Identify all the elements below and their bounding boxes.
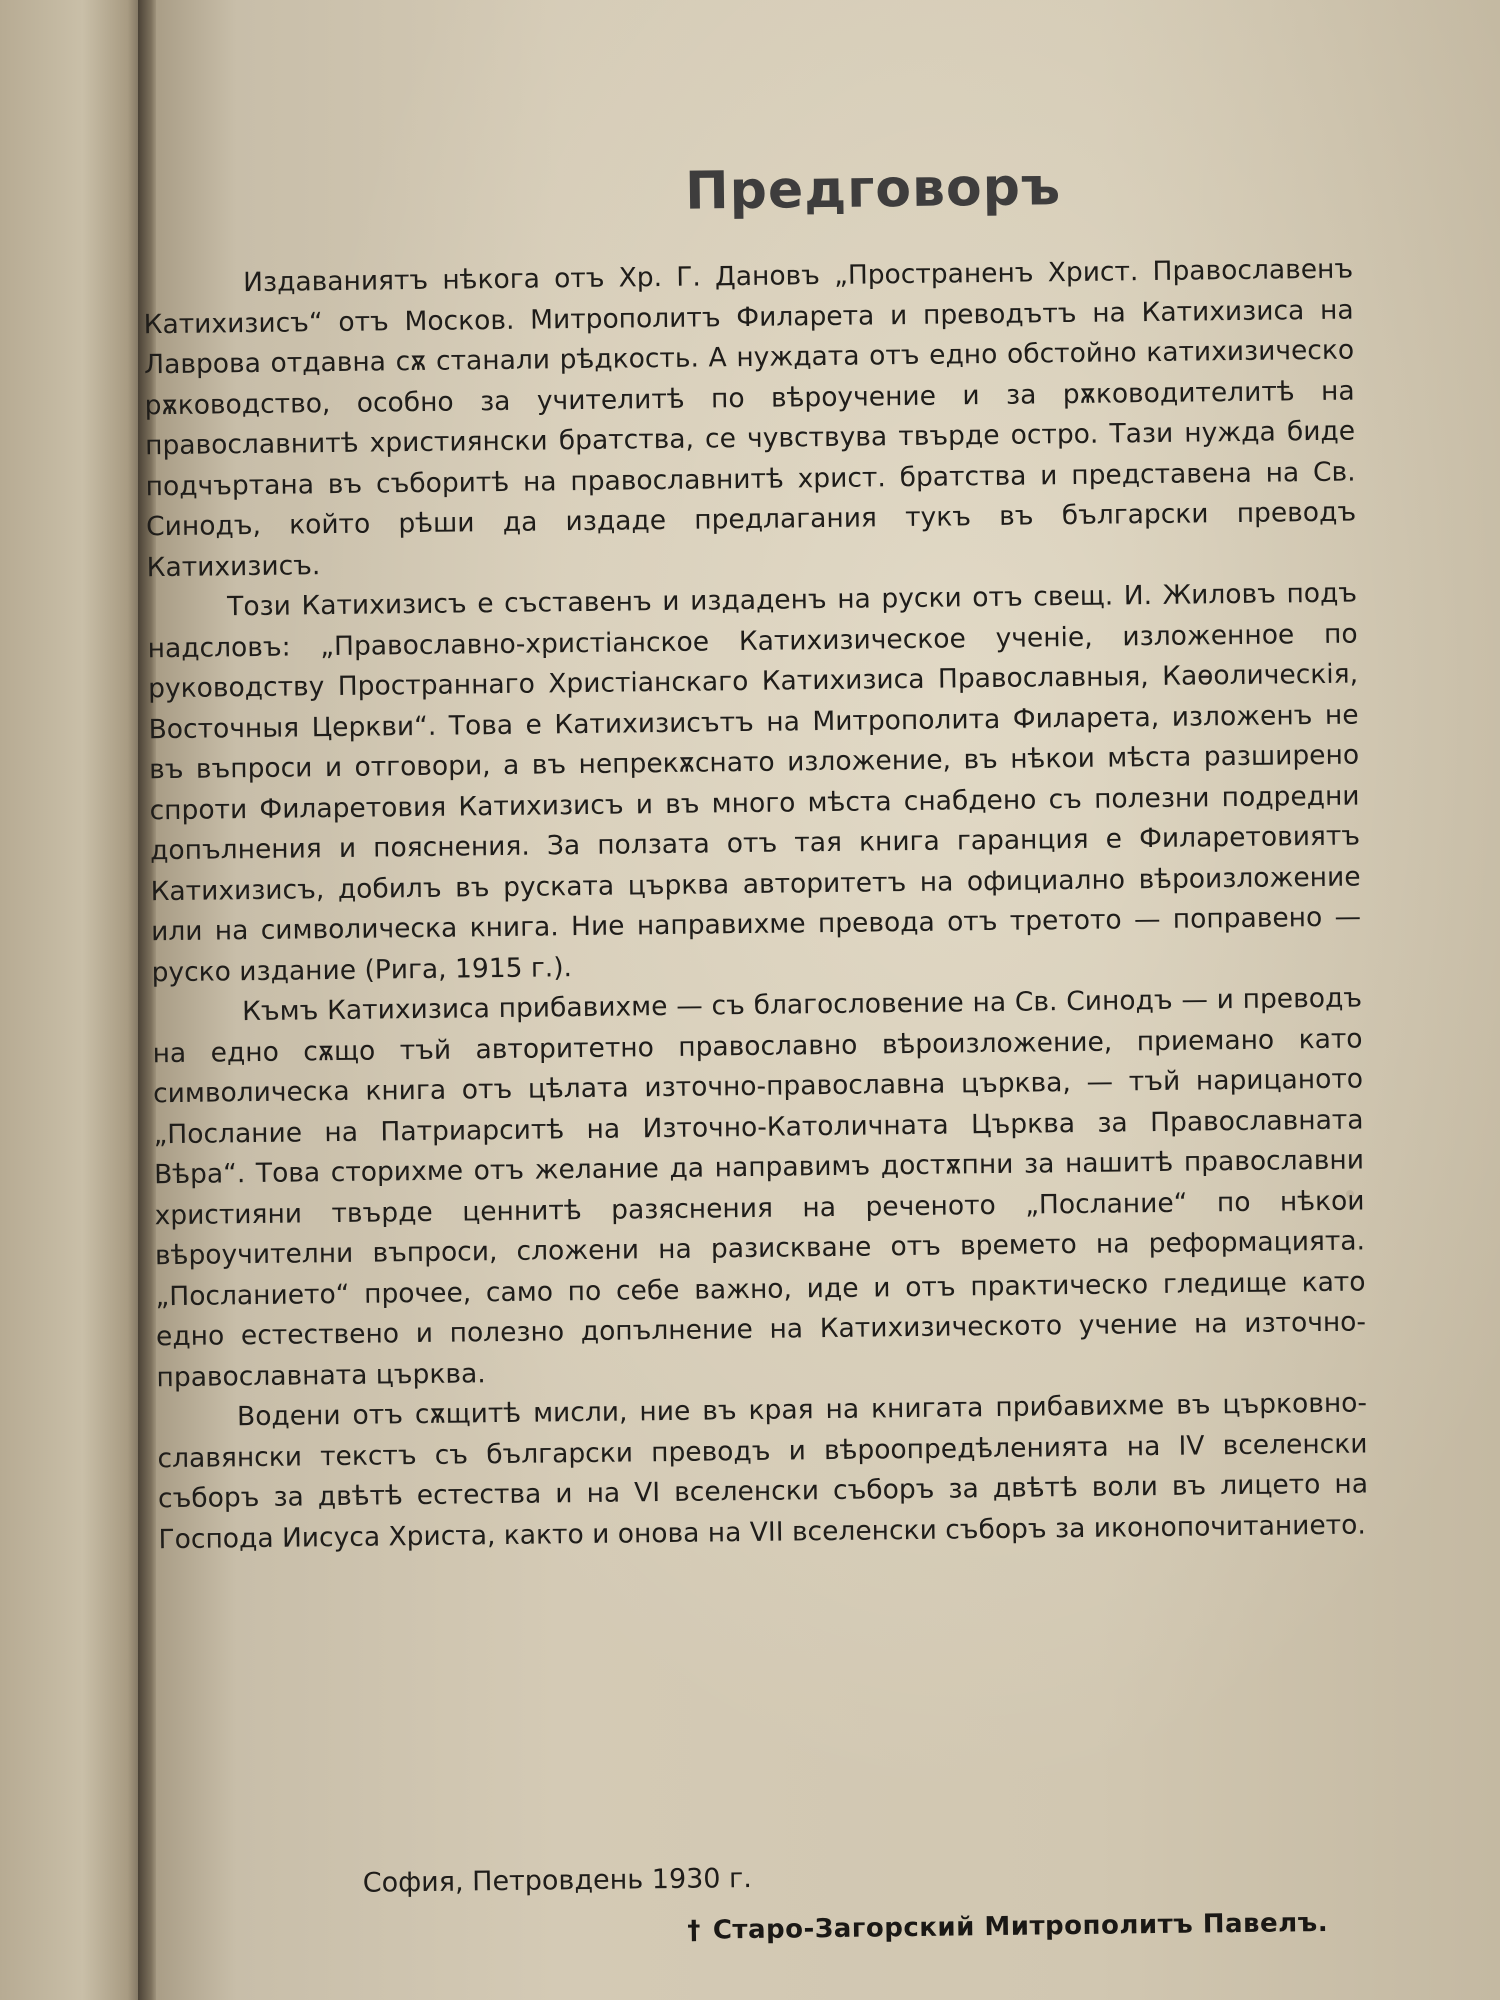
paragraph-3: Къмъ Катихизиса прибавихме — съ благословение на Св. Синодъ — и преводъ на едно сѫщо тъй авторитетно православно вѣроизложение, приемано като символическа книга отъ цѣлата източно-православна църква, — тъй нарицаното „Послание на Патриарситѣ на Източно-Католичната Църква за Православната Вѣра“. Това сторихме отъ желание да направимъ достѫпни за нашитѣ православни християни твърде ценнитѣ разяснения на реченото „Послание“ по нѣкои вѣроучителни въпроси, сложени на разискване отъ времето на реформацията. „Посланието“ прочее, само по себе важно, иде и отъ практическо гледище като едно естествено и полезно допълнение на Катихизическото учение на източно-православната църква. — [152, 982, 1367, 1393]
paragraph-1: Издаваниятъ нѣкога отъ Хр. Г. Дановъ „Пространенъ Христ. Православенъ Катихизисъ“ отъ Москов. Митрополитъ Филарета и преводътъ на Катихизиса на Лаврова отдавна сѫ станали рѣдкость. А нуждата отъ едно обстойно катихизическо рѫководство, особно за учителитѣ по вѣроучение и за рѫководителитѣ на православнитѣ християнски братства, се чувствува твърде остро. Тази нужда биде подчъртана въ съборитѣ на православнитѣ христ. братства и представена на Св. Синодъ, който рѣши да издаде предлагания тукъ въ български преводъ Катихизисъ. — [143, 253, 1357, 583]
book-page — [143, 0, 1500, 2000]
signature-text: Старо-Загорский Митрополитъ Павелъ. — [712, 1907, 1329, 1946]
date-place-line: София, Петровдень 1930 г. — [362, 1862, 753, 1899]
signature-line — [687, 1908, 1328, 1946]
left-page-edge — [0, 0, 150, 2000]
paragraph-2: Този Катихизисъ е съставенъ и издаденъ на руски отъ свещ. И. Жиловъ подъ надсловъ: „Православно-христіанское Катихизическое ученіе, изложенное по руководству Пространнаго Христіанскаго Катихизиса Православныя, Каѳолическія, Восточныя Церкви“. Това е Катихизисътъ на Митрополита Филарета, изложенъ не въ въпроси и отговори, а въ непрекѫснато изложение, въ нѣкои мѣста разширено спроти Филаретовия Катихизисъ и въ много мѣста снабдено съ полезни подредни допълнения и пояснения. За ползата отъ тая книга гаранция е Филаретовиятъ Катихизисъ, добилъ въ руската църква авторитетъ на официално вѣроизложение или на символическа книга. Ние направихме превода отъ третото — поправено — руско издание (Рига, 1915 г.). — [147, 577, 1362, 988]
page-title: Предговоръ — [684, 157, 1062, 222]
paragraph-4: Водени отъ сѫщитѣ мисли, ние въ края на книгата прибавихме въ църковно-славянски текстъ съ български преводъ и вѣроопредѣленията на IV вселенски съборъ за двѣтѣ естества и на VI вселенски съборъ за двѣтѣ воли въ лицето на Господа Иисуса Христа, както и онова на VII вселенски съборъ за иконопочитанието. — [157, 1387, 1369, 1555]
body-text — [143, 250, 1369, 1561]
cross-icon: † — [687, 1915, 702, 1946]
page-text-block — [144, 0, 1500, 2000]
